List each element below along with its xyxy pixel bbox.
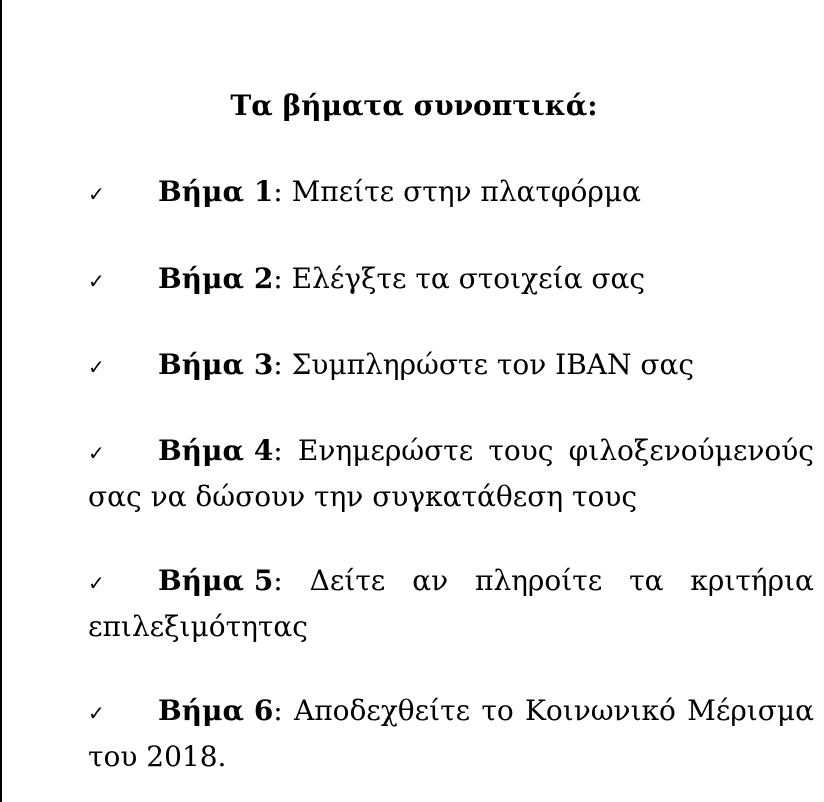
- document-title: Τα βήματα συνοπτικά:: [230, 89, 598, 122]
- step-label: Βήμα 4: [158, 434, 274, 467]
- step-word: αν: [412, 564, 449, 597]
- step-line-1: [88, 559, 814, 605]
- step-line-2: επιλεξιμότητας: [88, 610, 308, 643]
- step-separator: :: [273, 564, 283, 597]
- step-item-6: [88, 689, 814, 778]
- step-word: τα: [629, 564, 664, 597]
- step-head: [88, 559, 283, 605]
- step-separator: :: [273, 694, 283, 727]
- step-line-1: [88, 429, 814, 475]
- step-word: Κοινωνικό: [524, 694, 676, 727]
- check-icon: ✓: [88, 182, 105, 206]
- step-separator: :: [273, 262, 283, 295]
- check-icon: ✓: [88, 701, 105, 725]
- step-text: Ελέγξτε τα στοιχεία σας: [282, 262, 646, 295]
- step-head: [88, 429, 283, 475]
- step-word: Αποδεχθείτε: [293, 694, 471, 727]
- check-icon: ✓: [88, 269, 105, 293]
- step-word: το: [481, 694, 514, 727]
- step-word: κριτήρια: [690, 564, 814, 597]
- step-item-2: [88, 257, 814, 303]
- check-icon: ✓: [88, 571, 105, 595]
- step-word: Ενημερώστε: [297, 434, 474, 467]
- step-item-3: [88, 343, 814, 389]
- step-line-2: του 2018.: [88, 740, 227, 773]
- step-label: Βήμα 2: [158, 262, 274, 295]
- step-word: πληροίτε: [475, 564, 603, 597]
- step-label: Βήμα 1: [158, 175, 274, 208]
- step-label: Βήμα 6: [158, 694, 274, 727]
- check-icon: ✓: [88, 441, 105, 465]
- step-text: Συμπληρώστε τον IBAN σας: [282, 348, 695, 381]
- step-line-1: [88, 689, 814, 735]
- step-word: Δείτε: [309, 564, 386, 597]
- step-word: Μέρισμα: [687, 694, 814, 727]
- step-item-4: [88, 429, 814, 518]
- step-word: τους: [488, 434, 554, 467]
- step-separator: :: [273, 348, 283, 381]
- step-item-5: [88, 559, 814, 648]
- step-text: Μπείτε στην πλατφόρμα: [282, 175, 641, 208]
- step-separator: :: [273, 175, 283, 208]
- step-head: [88, 689, 283, 735]
- step-label: Βήμα 5: [158, 564, 274, 597]
- check-icon: ✓: [88, 355, 105, 379]
- step-item-1: [88, 170, 814, 216]
- step-line-2: σας να δώσουν την συγκατάθεση τους: [88, 480, 638, 513]
- step-separator: :: [273, 434, 283, 467]
- step-word: φιλοξενούμενούς: [568, 434, 814, 467]
- step-label: Βήμα 3: [158, 348, 274, 381]
